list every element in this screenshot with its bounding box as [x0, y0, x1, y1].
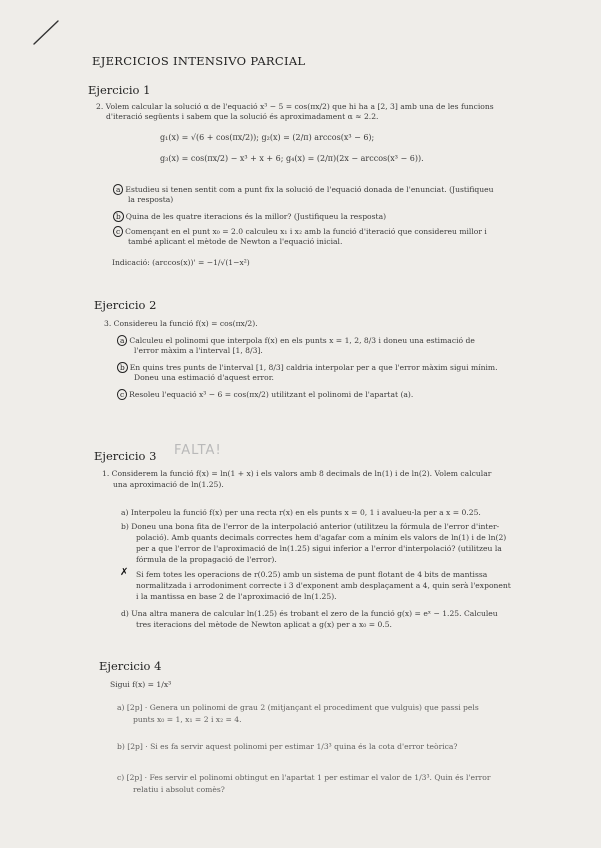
ex1-intro-line1: 2. Volem calcular la solució α de l'equació x³ − 5 = cos(πx/2) que hi ha a [2, 3] amb una de les funcions [96, 102, 494, 111]
ex3-part-b-line3: per a que l'error de l'aproximació de ln(1.25) sigui inferior a l'error d'interpolació? (utilitzeu la [136, 544, 502, 553]
ex2-part-c [117, 389, 413, 400]
ex3-part-c-handwritten-mark: ✗ [120, 567, 129, 578]
ex4-part-c-line2: relatiu i absolut comès? [133, 785, 225, 794]
exercise-2-heading: Ejercicio 2 [94, 298, 157, 312]
part-c-circled-label: c [113, 226, 123, 237]
ex3-part-c-line3: i la mantissa en base 2 de l'aproximació de ln(1.25). [136, 592, 337, 601]
ex3-part-d-line2: tres iteracions del mètode de Newton aplicat a g(x) per a x₀ = 0.5. [136, 620, 392, 629]
ex3-part-b-line2: polació). Amb quants decimals correctes hem d'agafar com a mínim els valors de ln(1) i de ln(2) [136, 533, 507, 542]
ex2-part-b-line1: En quins tres punts de l'interval [1, 8/3] caldria interpolar per a que l'error màxim sigui mínim. [129, 363, 498, 372]
ex4-part-a-line2: punts x₀ = 1, x₁ = 2 i x₂ = 4. [133, 715, 242, 724]
ex2-part-b-line2: Doneu una estimació d'aquest error. [134, 373, 274, 382]
ex2-intro: 3. Considereu la funció f(x) = cos(πx/2). [104, 319, 258, 328]
ex1-part-c-line2: també aplicant el mètode de Newton a l'equació inicial. [128, 237, 343, 246]
part-a-circled-label: a [113, 184, 123, 195]
exercise-3-heading: Ejercicio 3 [94, 449, 157, 463]
ex4-intro: Sigui f(x) = 1/x³ [110, 680, 172, 689]
pen-stroke-mark [32, 18, 62, 48]
ex3-part-b-line4: fórmula de la propagació de l'error). [136, 555, 277, 564]
ex1-equation-line2: g₃(x) = cos(πx/2) − x³ + x + 6; g₄(x) = (2/π)(2x − arccos(x³ − 6)). [160, 154, 424, 163]
ex1-hint: Indicació: (arccos(x))' = −1/√(1−x²) [112, 258, 250, 267]
part-c-circled-label: c [117, 389, 127, 400]
part-b-circled-label: b [117, 362, 128, 373]
ex1-part-c [113, 226, 487, 237]
ex1-part-a [113, 184, 494, 195]
ex3-part-a: a) Interpoleu la funció f(x) per una recta r(x) en els punts x = 0, 1 i avalueu-la per a x = 0.25. [121, 508, 481, 517]
ex2-part-c-line1: Resoleu l'equació x³ − 6 = cos(πx/2) utilitzant el polinomi de l'apartat (a). [129, 390, 414, 399]
exercise-1-heading: Ejercicio 1 [88, 83, 151, 97]
ex4-part-a-line1: a) [2p] · Genera un polinomi de grau 2 (mitjançant el procediment que vulguis) que passi pels [117, 703, 479, 712]
ex1-intro-line2: d'iteració següents i sabem que la solució és aproximadament α ≈ 2.2. [106, 112, 379, 121]
page-title: EJERCICIOS INTENSIVO PARCIAL [92, 54, 306, 68]
ex1-part-c-line1: Començant en el punt x₀ = 2.0 calculeu x₁ i x₂ amb la funció d'iteració que considereu millor i [125, 227, 487, 236]
ex3-part-b-line1: b) Doneu una bona fita de l'error de la interpolació anterior (utilitzeu la fórmula de l'error d'inter- [121, 522, 500, 531]
ex1-part-a-line1: Estudieu si tenen sentit com a punt fix la solució de l'equació donada de l'enunciat. (Justifiqueu [125, 185, 494, 194]
ex4-part-b-line1: b) [2p] · Si es fa servir aquest polinomi per estimar 1/3³ quina és la cota d'error teòrica? [117, 742, 458, 751]
ex2-part-a [117, 335, 475, 346]
part-b-circled-label: b [113, 211, 124, 222]
ex1-part-b-line1: Quina de les quatre iteracions és la millor? (Justifiqueu la resposta) [125, 212, 387, 221]
ex3-part-d-line1: d) Una altra manera de calcular ln(1.25) és trobant el zero de la funció g(x) = eˣ − 1.25. Calculeu [121, 609, 498, 618]
ex2-part-b [117, 362, 498, 373]
ex3-part-c-line2: normalitzada i arrodoniment correcte i 3 d'exponent amb desplaçament a 4, quin serà l'exponent [136, 581, 511, 590]
ex1-equation-line1: g₁(x) = √(6 + cos(πx/2)); g₂(x) = (2/π) arccos(x³ − 6); [160, 133, 375, 142]
ex2-part-a-line2: l'error màxim a l'interval [1, 8/3]. [134, 346, 263, 355]
part-a-circled-label: a [117, 335, 127, 346]
handwritten-falta-note: FALTA! [174, 443, 222, 458]
ex4-part-c-line1: c) [2p] · Fes servir el polinomi obtingut en l'apartat 1 per estimar el valor de 1/3³. Quin és l'error [117, 773, 491, 782]
ex3-part-c-line1: Si fem totes les operacions de r(0.25) amb un sistema de punt flotant de 4 bits de mantissa [136, 570, 488, 579]
ex3-intro-line2: una aproximació de ln(1.25). [113, 480, 224, 489]
ex1-part-b [113, 211, 386, 222]
ex1-part-a-line2: la resposta) [128, 195, 174, 204]
ex2-part-a-line1: Calculeu el polinomi que interpola f(x) en els punts x = 1, 2, 8/3 i doneu una estimació de [129, 336, 475, 345]
ex3-intro-line1: 1. Considerem la funció f(x) = ln(1 + x) i els valors amb 8 decimals de ln(1) i de ln(2). Volem calcular [102, 469, 492, 478]
exercise-4-heading: Ejercicio 4 [99, 659, 162, 673]
